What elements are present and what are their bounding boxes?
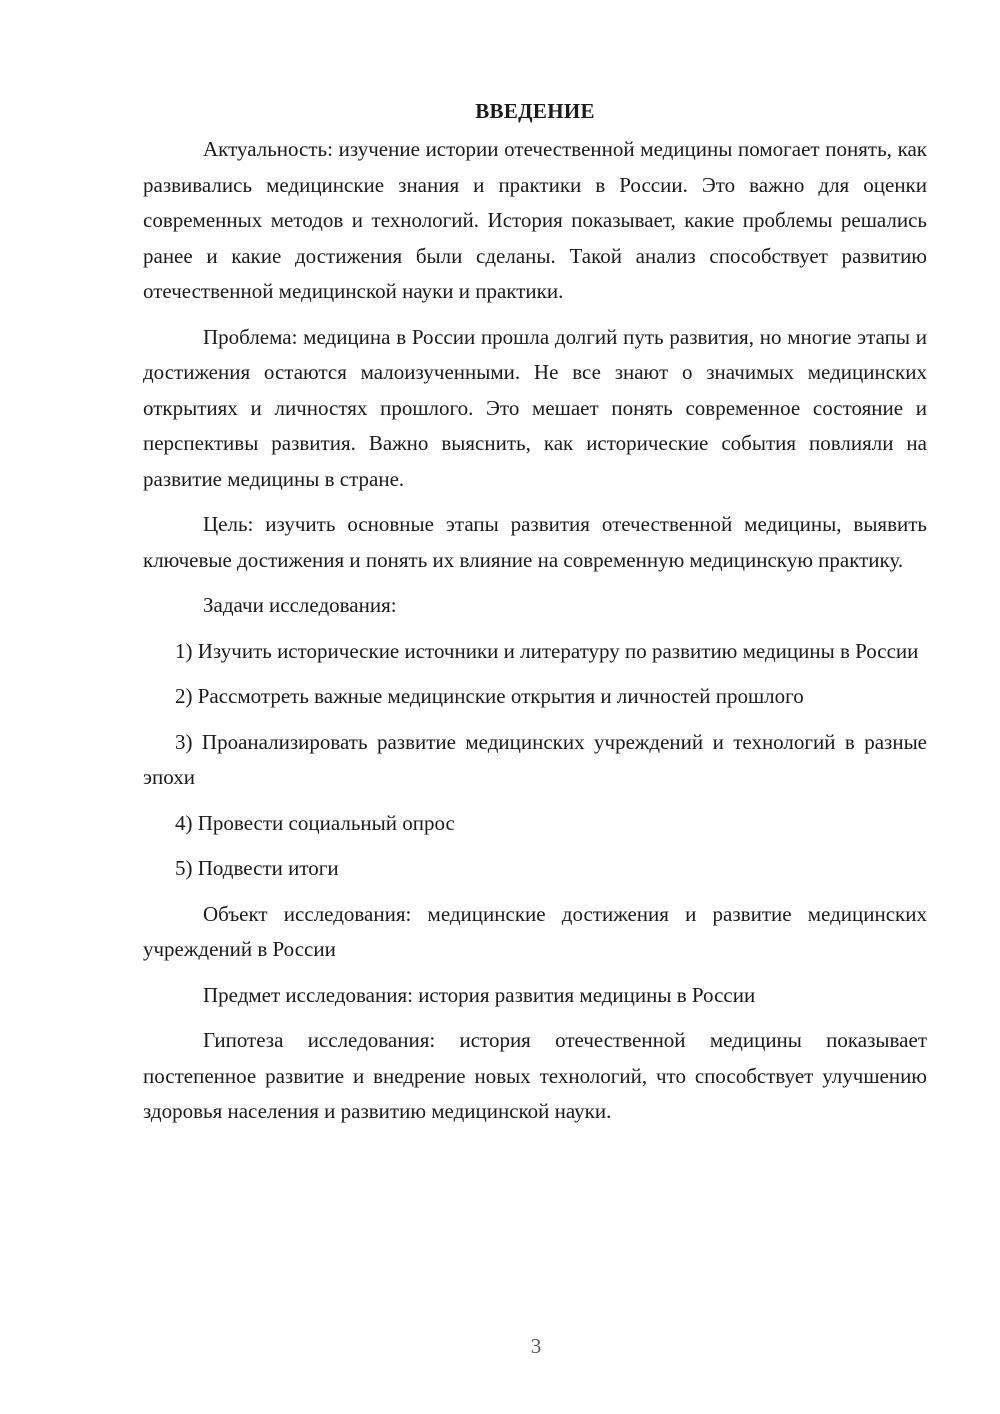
task-item: 4) Провести социальный опрос <box>175 810 455 835</box>
paragraph-relevance: Актуальность: изучение истории отечественной медицины помогает понять, как развивались медицинские знания и практики в России. Это важно для оценки современных методов и технологий. История показывает, какие проблемы решались ранее и какие достижения были сделаны. Такой анализ способствует развитию отечественной медицинской науки и практики. <box>143 137 927 303</box>
page-content <box>143 96 927 1140</box>
paragraph-goal: Цель: изучить основные этапы развития отечественной медицины, выявить ключевые достижения и понять их влияние на современную медицинскую практику. <box>143 512 927 572</box>
task-item: 2) Рассмотреть важные медицинские открытия и личностей прошлого <box>175 684 804 708</box>
page-title: ВВЕДЕНИЕ <box>475 99 595 123</box>
paragraph-problem: Проблема: медицина в России прошла долгий путь развития, но многие этапы и достижения остаются малоизученными. Не все знают о значимых медицинских открытиях и личностях прошлого. Это мешает понять современное состояние и перспективы развития. Важно выяснить, как исторические события повлияли на развитие медицины в стране. <box>143 324 927 491</box>
task-item: 1) Изучить исторические источники и литературу по развитию медицины в России <box>175 638 919 663</box>
page-number: 3 <box>530 1334 542 1358</box>
paragraph-hypothesis: Гипотеза исследования: история отечественной медицины показывает постепенное развитие и внедрение новых технологий, что способствует улучшению здоровья населения и развитию медицинской науки. <box>143 1028 927 1123</box>
paragraph-subject: Предмет исследования: история развития медицины в России <box>203 982 756 1007</box>
paragraph-object: Объект исследования: медицинские достижения и развитие медицинских учреждений в России <box>143 901 927 961</box>
task-item: 3) Проанализировать развитие медицинских учреждений и технологий в разные эпохи <box>143 729 927 789</box>
tasks-heading: Задачи исследования: <box>203 593 397 617</box>
task-item: 5) Подвести итоги <box>175 856 339 880</box>
